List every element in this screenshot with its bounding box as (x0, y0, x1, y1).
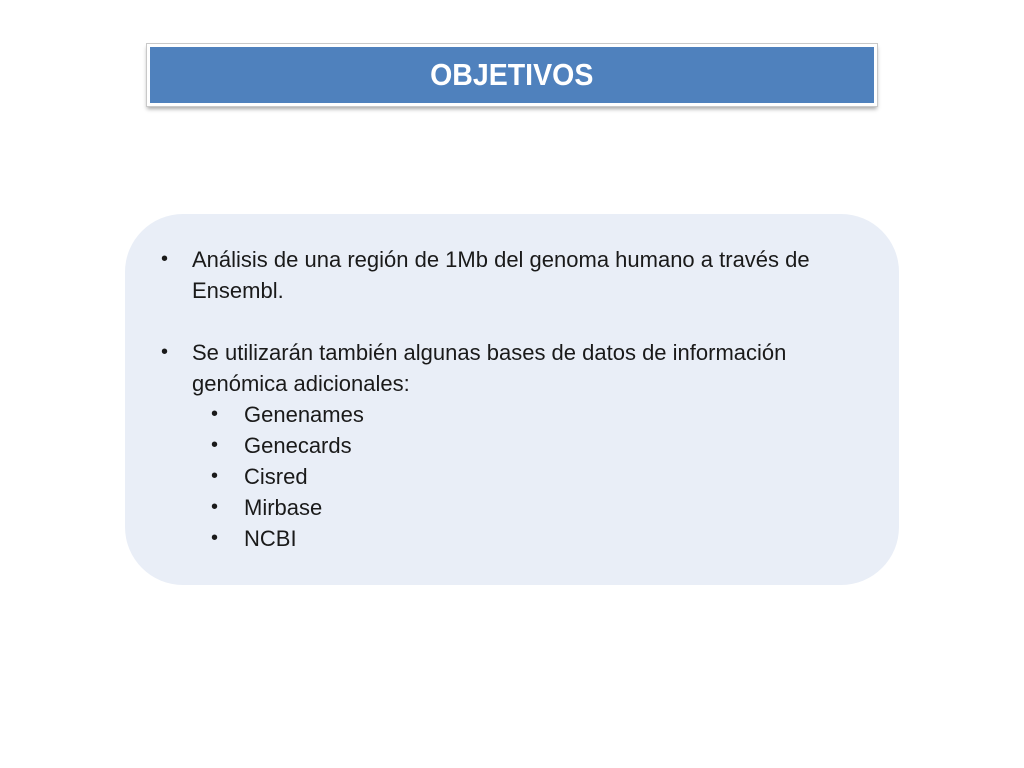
database-item (192, 461, 863, 492)
bullet-icon: • (161, 248, 169, 270)
objective-text: Se utilizarán también algunas bases de datos de información genómica adicionales: (192, 340, 787, 396)
database-item (192, 523, 863, 554)
database-name: NCBI (244, 526, 297, 551)
database-name: Genenames (244, 402, 364, 427)
title-banner (147, 44, 877, 106)
bullet-icon: • (211, 527, 219, 549)
database-name: Cisred (244, 464, 308, 489)
objective-item (161, 337, 863, 554)
database-name: Mirbase (244, 495, 323, 520)
bullet-icon: • (211, 496, 219, 518)
database-item (192, 430, 863, 461)
database-list (192, 399, 863, 554)
bullet-icon: • (211, 434, 219, 456)
objective-text: Análisis de una región de 1Mb del genoma humano a través de Ensembl. (192, 247, 810, 303)
database-item (192, 399, 863, 430)
bullet-icon: • (211, 465, 219, 487)
objective-item (161, 244, 863, 306)
content-panel (125, 214, 899, 585)
bullet-icon: • (161, 341, 169, 363)
slide-title: OBJETIVOS (430, 57, 594, 92)
objectives-list (161, 244, 863, 554)
bullet-icon: • (211, 403, 219, 425)
database-item (192, 492, 863, 523)
database-name: Genecards (244, 433, 352, 458)
